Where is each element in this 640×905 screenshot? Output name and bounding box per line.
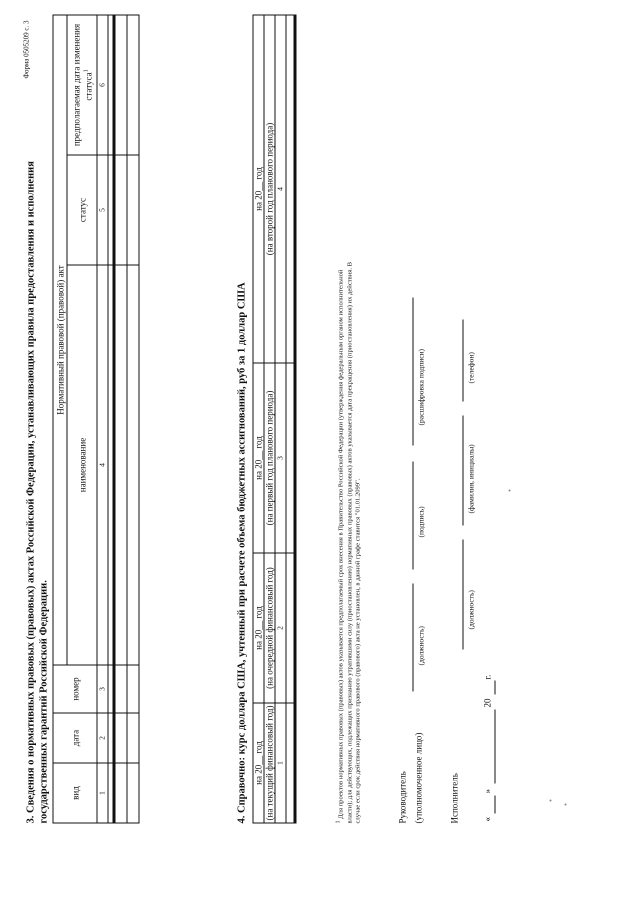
head-decoding-line[interactable] [412,297,413,445]
col-header-period: (на текущий финансовый год) [264,703,275,823]
head-label: Руководитель [397,770,407,823]
usd-rate-table [252,14,296,823]
table-row [114,15,127,823]
executor-position-line[interactable] [462,539,463,649]
table-cell[interactable] [108,763,114,823]
head-decoding-caption: (расшифровка подписи) [416,348,425,425]
table-cell[interactable] [108,713,114,763]
table-cell[interactable] [127,763,139,823]
date-year-prefix: 20 [482,698,492,707]
head-signature-line[interactable] [412,461,413,569]
head-label-sub: (уполномоченное лицо) [413,732,423,823]
table-cell[interactable] [108,665,114,713]
table-cell[interactable] [108,265,114,665]
table-cell[interactable] [108,155,114,265]
col-header-type: вид [53,763,97,823]
column-number: 3 [275,363,286,553]
table-cell[interactable] [127,265,139,665]
date-quote-close: » [482,788,492,793]
legal-acts-table [52,14,139,823]
table-cell[interactable] [114,155,127,265]
footnote [334,33,362,823]
col-header-year: на 20__ год [253,363,264,553]
scan-speck [508,489,510,491]
table-row [127,15,139,823]
table-cell[interactable] [127,155,139,265]
date-quote-open: « [482,816,492,821]
section3-title [24,161,50,823]
footnote-line3: случае если срок действия нормативного правового (правового) акта не установлен, в данной графе ставится "01.01.2099". [354,478,361,823]
table-cell[interactable] [108,15,114,155]
column-number: 6 [97,15,108,155]
section3-title-line2: государственных гарантий Российской Федерации. [38,579,49,823]
footnote-text-1: Для проектов нормативных правовых (правовых) актов указывается предполагаемый срок внесения в Правительство Российской Федерации (утверждения федеральным органом исполнительной [337,269,345,819]
col-header-year: на 20__ год [253,703,264,823]
executor-phone-caption: (телефон) [466,351,475,383]
column-number: 1 [275,703,286,823]
footnote-mark-ref: 1 [82,68,89,72]
table-cell[interactable] [286,703,295,823]
footnote-mark: 1 [335,820,341,823]
column-number: 5 [97,155,108,265]
table-cell[interactable] [114,15,127,155]
table-cell[interactable] [127,15,139,155]
col-header-status: статус [67,155,97,265]
form-code: Форма 0505209 с. 3 [22,20,30,79]
section3-title-line1: 3. Сведения о нормативных правовых (правовых) актах Российской Федерации, устанавливающих правила предоставления и исполнения [25,160,36,823]
executor-name-line[interactable] [462,415,463,525]
table-cell[interactable] [286,15,295,363]
table-cell[interactable] [127,713,139,763]
col-header-date: дата [53,713,97,763]
col-header-status-change-date-text: предполагаемая дата изменения статуса [70,23,93,146]
table-cell[interactable] [114,713,127,763]
col-header-name: наименование [67,265,97,665]
col-header-number: номер [53,665,97,713]
column-number: 4 [275,15,286,363]
scan-speck [564,803,566,805]
footnote-line2: власти); для действующих, подлежащих признанию утратившими силу (приостановлению) нормативных правовых (правовых) актов указывается дата прекращения (приостановления) их действия. В [345,261,353,823]
table-cell[interactable] [286,553,295,703]
footnote-line1 [334,33,346,823]
scan-speck [549,799,551,801]
col-header-period: (на первый год планового периода) [264,363,275,553]
head-position-line[interactable] [412,583,413,691]
table-cell[interactable] [114,665,127,713]
col-header-year: на 20__ год [253,15,264,363]
column-number: 4 [97,265,108,665]
executor-position-caption: (должность) [466,589,475,629]
group-header-legal-act: Нормативный правовой (правовой) акт [53,15,67,665]
head-signature-caption: (подпись) [416,505,425,537]
executor-phone-line[interactable] [462,319,463,401]
executor-label: Исполнитель [449,772,459,823]
date-day-line[interactable] [494,795,495,813]
table-row [286,15,295,823]
table-cell[interactable] [114,265,127,665]
col-header-period: (на очередной финансовый год) [264,553,275,703]
column-number: 2 [275,553,286,703]
table-cell[interactable] [127,665,139,713]
col-header-status-change-date [67,15,97,155]
table-cell[interactable] [114,763,127,823]
column-number: 3 [97,665,108,713]
col-header-year: на 20__ год [253,553,264,703]
column-number: 1 [97,763,108,823]
column-number: 2 [97,713,108,763]
head-position-caption: (должность) [416,625,425,665]
executor-name-caption: (фамилия, инициалы) [466,443,475,513]
table-cell[interactable] [286,363,295,553]
section4-title: 4. Справочно: курс доллара США, учтенный при расчете объема бюджетных ассигнований, руб за 1 доллар США [236,281,247,823]
table-row [108,15,114,823]
col-header-period: (на второй год планового периода) [264,15,275,363]
date-month-line[interactable] [494,709,495,783]
date-year-line[interactable] [494,680,495,694]
date-year-suffix: г. [482,674,492,679]
